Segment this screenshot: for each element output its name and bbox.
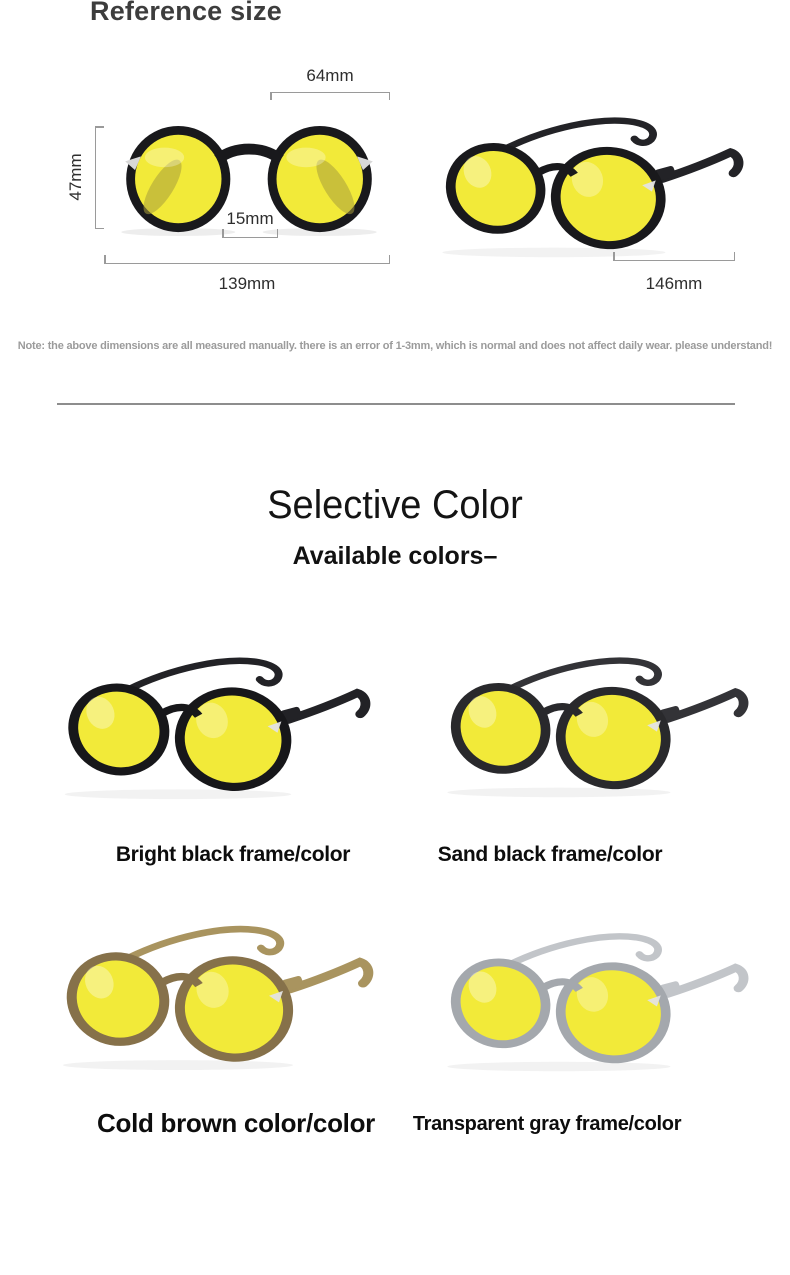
dimension-bracket-bridge: [222, 230, 278, 238]
glasses-side-view-image: [418, 102, 748, 262]
variant-caption-sand-black: Sand black frame/color: [437, 843, 663, 866]
variant-image-sand-black: [423, 642, 753, 802]
dimension-bracket-temple-length: [613, 253, 735, 261]
selective-color-title: Selective Color: [267, 483, 523, 527]
dimension-label-lens-height: 47mm: [66, 153, 85, 201]
reference-size-title: Reference size: [90, 0, 282, 26]
variant-caption-transparent-gray: Transparent gray frame/color: [412, 1113, 682, 1135]
variant-caption-bright-black: Bright black frame/color: [115, 843, 351, 866]
dimension-label-frame-width: 139mm: [218, 274, 276, 293]
dimension-label-lens-width: 64mm: [306, 66, 354, 85]
dimension-bracket-lens-width: [270, 92, 390, 100]
dimension-bracket-lens-height: [95, 126, 104, 229]
measurement-note: Note: the above dimensions are all measured manually. there is an error of 1-3mm, which is normal and does not affect daily wear. please understand!: [17, 340, 773, 352]
dimension-label-bridge: 15mm: [226, 209, 274, 228]
dimension-label-temple-length: 146mm: [645, 274, 703, 293]
section-divider: [57, 403, 735, 405]
available-colors-subtitle: Available colors–: [292, 542, 498, 570]
variant-caption-cold-brown: Cold brown color/color: [97, 1108, 375, 1138]
variant-image-bright-black: [40, 642, 375, 804]
variant-image-transparent-gray: [423, 918, 753, 1076]
dimension-bracket-frame-width: [104, 256, 390, 264]
variant-image-cold-brown: [38, 910, 378, 1075]
